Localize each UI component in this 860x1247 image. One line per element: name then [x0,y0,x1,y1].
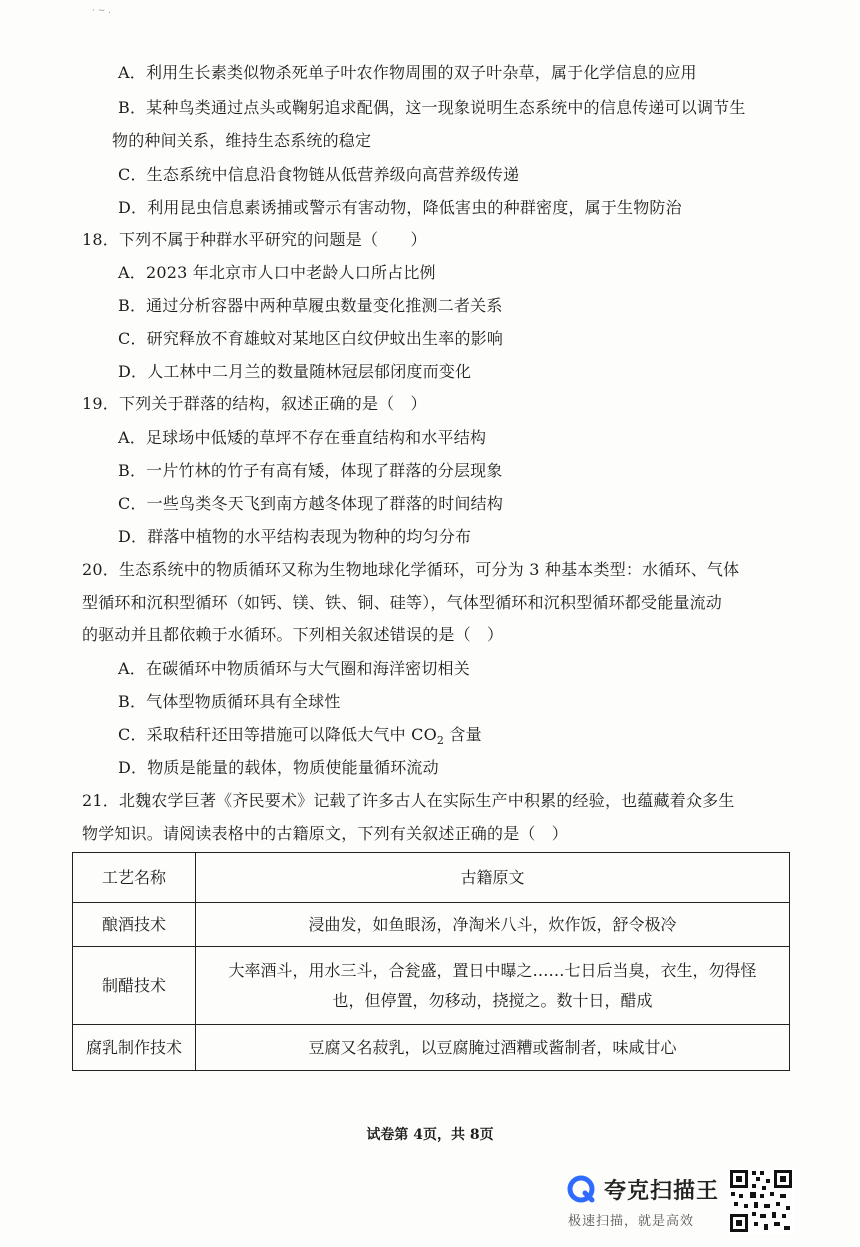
q19-stem: 19．下列关于群落的结构，叙述正确的是（ ） [82,394,427,413]
page-footer: 试卷第 4页，共 8页 [366,1127,494,1143]
table-cell-text [196,903,790,947]
table-header-text: 古籍原文 [196,853,790,903]
q20-stem-line3: 的驱动并且都依赖于水循环。下列相关叙述错误的是（ ） [82,625,504,644]
q21-stem-line1: 21．北魏农学巨著《齐民要术》记载了许多古人在实际生产中积累的经验，也蕴藏着众多生 [82,791,735,810]
scan-artifact: · ∼ . [92,6,111,16]
scanner-watermark [566,1172,726,1232]
q19-option-a: A．足球场中低矮的草坪不存在垂直结构和水平结构 [118,428,487,447]
q20-option-c-suffix: 含量 [444,725,482,744]
ancient-text-table [72,852,790,1071]
q20-option-a: A．在碳循环中物质循环与大气圈和海洋密切相关 [118,659,470,678]
brand-slogan: 极速扫描，就是高效 [568,1214,695,1229]
table-row [73,903,790,947]
q18-option-d: D．人工林中二月兰的数量随林冠层郁闭度而变化 [118,362,472,381]
table-header-row [73,853,790,903]
q18-stem: 18．下列不属于种群水平研究的问题是（ ） [82,230,427,249]
table-cell-text [196,947,790,1025]
q20-option-c-subscript: 2 [436,734,445,748]
q17-option-d: D．利用昆虫信息素诱捕或警示有害动物，降低害虫的种群密度，属于生物防治 [118,198,682,217]
table-cell-name: 酿酒技术 [73,903,196,947]
q21-stem-line2: 物学知识。请阅读表格中的古籍原文，下列有关叙述正确的是（ ） [82,824,569,843]
quark-logo-icon [566,1174,596,1204]
table-cell-text-line: 大率酒斗，用水三斗，合瓮盛，置日中曝之……七日后当臭，衣生，勿得怪 [228,960,757,980]
q20-stem-line1: 20．生态系统中的物质循环又称为生物地球化学循环，可分为 3 种基本类型：水循环、气体 [82,560,740,579]
q17-option-c: C．生态系统中信息沿食物链从低营养级向高营养级传递 [118,165,520,184]
q20-stem-line2: 型循环和沉积型循环（如钙、镁、铁、铜、硅等），气体型循环和沉积型循环都受能量流动 [82,593,723,612]
table-header-name: 工艺名称 [73,853,196,903]
q20-option-c [118,724,482,752]
q18-option-a: A．2023 年北京市人口中老龄人口所占比例 [118,263,436,282]
q18-option-c: C．研究释放不育雄蚊对某地区白纹伊蚊出生率的影响 [118,329,504,348]
q19-option-c: C．一些鸟类冬天飞到南方越冬体现了群落的时间结构 [118,494,504,513]
q20-option-b: B．气体型物质循环具有全球性 [118,692,341,711]
table-cell-text-line: 豆腐又名菽乳，以豆腐腌过酒糟或酱制者，味咸甘心 [308,1037,677,1057]
table-row [73,1025,790,1071]
table-row [73,947,790,1025]
q17-option-b-cont: 物的种间关系，维持生态系统的稳定 [112,131,372,150]
q18-option-b: B．通过分析容器中两种草履虫数量变化推测二者关系 [118,296,503,315]
q17-option-a: A．利用生长素类似物杀死单子叶农作物周围的双子叶杂草，属于化学信息的应用 [118,63,697,82]
table-cell-text [196,1025,790,1071]
q19-option-b: B．一片竹林的竹子有高有矮，体现了群落的分层现象 [118,461,503,480]
q17-option-b: B．某种鸟类通过点头或鞠躬追求配偶，这一现象说明生态系统中的信息传递可以调节生 [118,98,746,117]
brand-name: 夸克扫描王 [604,1179,720,1204]
q20-option-d: D．物质是能量的载体，物质使能量循环流动 [118,758,439,777]
qr-code-icon [728,1168,794,1234]
table-cell-name: 腐乳制作技术 [73,1025,196,1071]
q19-option-d: D．群落中植物的水平结构表现为物种的均匀分布 [118,527,472,546]
table-cell-text-line: 也，但停置，勿移动，挠搅之。数十日，醋成 [332,990,653,1010]
table-cell-text-line: 浸曲发，如鱼眼汤，净淘米八斗，炊作饭，舒令极冷 [308,914,677,934]
q20-option-c-prefix: C．采取秸秆还田等措施可以降低大气中 CO [118,725,437,744]
table-cell-name: 制醋技术 [73,947,196,1025]
